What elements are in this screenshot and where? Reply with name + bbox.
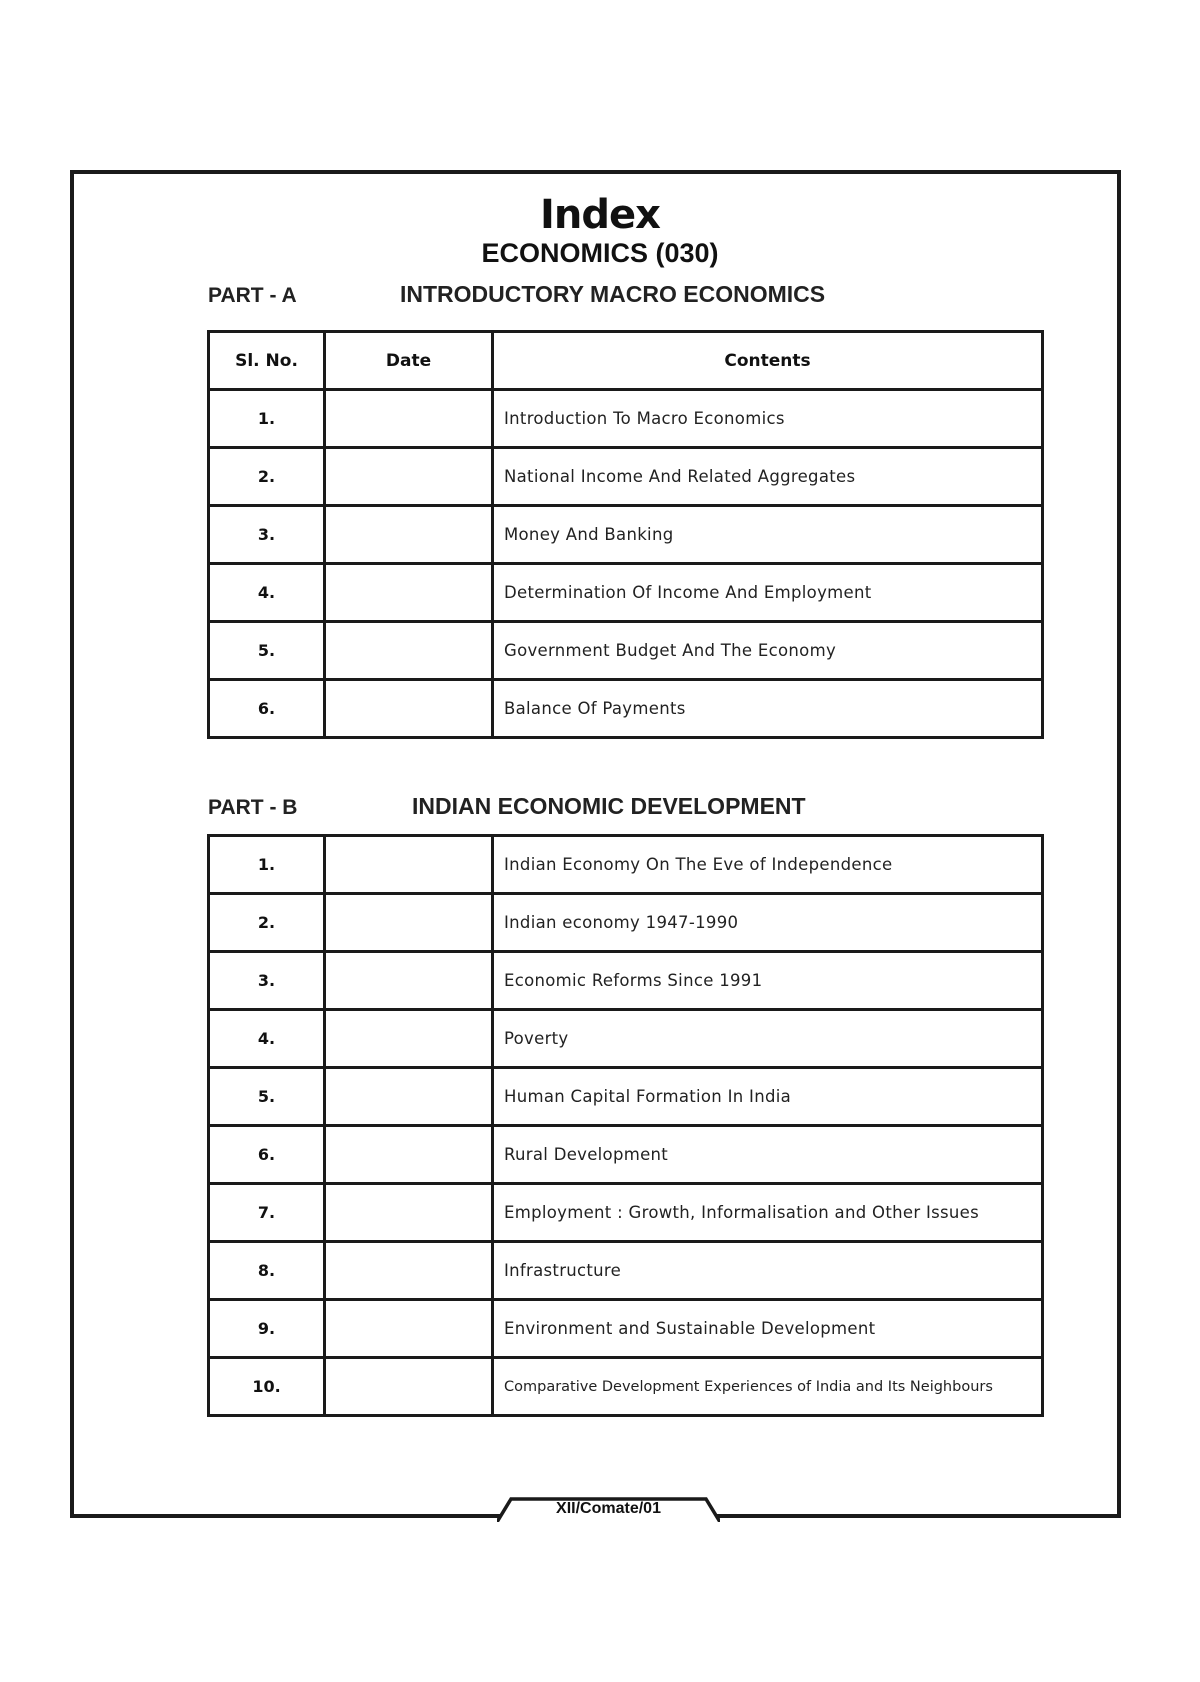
row-date	[325, 622, 493, 680]
table-row	[209, 836, 1043, 894]
header-sl-no: Sl. No.	[209, 332, 325, 390]
table-row	[209, 506, 1043, 564]
row-number: 3.	[209, 506, 325, 564]
table-header-row	[209, 332, 1043, 390]
table-row	[209, 448, 1043, 506]
row-content: Human Capital Formation In India	[493, 1068, 1043, 1126]
row-number: 10.	[209, 1358, 325, 1416]
row-number: 2.	[209, 894, 325, 952]
row-date	[325, 1068, 493, 1126]
row-number: 9.	[209, 1300, 325, 1358]
row-date	[325, 894, 493, 952]
table-row	[209, 1126, 1043, 1184]
row-date	[325, 1184, 493, 1242]
table-row	[209, 1184, 1043, 1242]
row-date	[325, 1126, 493, 1184]
row-date	[325, 1242, 493, 1300]
row-content: Indian economy 1947-1990	[493, 894, 1043, 952]
row-date	[325, 390, 493, 448]
part-b-label: PART - B	[208, 796, 298, 819]
row-date	[325, 564, 493, 622]
row-number: 5.	[209, 1068, 325, 1126]
table-row	[209, 622, 1043, 680]
table-row	[209, 1068, 1043, 1126]
row-content: National Income And Related Aggregates	[493, 448, 1043, 506]
footer-code: XII/Comate/01	[556, 1500, 661, 1517]
row-number: 4.	[209, 1010, 325, 1068]
row-content: Indian Economy On The Eve of Independence	[493, 836, 1043, 894]
table-row	[209, 1010, 1043, 1068]
part-b-table	[207, 834, 1044, 1417]
header-date: Date	[325, 332, 493, 390]
row-content: Comparative Development Experiences of India and Its Neighbours	[493, 1358, 1043, 1416]
row-date	[325, 1300, 493, 1358]
table-row	[209, 1358, 1043, 1416]
row-content: Employment : Growth, Informalisation and Other Issues	[493, 1184, 1043, 1242]
table-row	[209, 1300, 1043, 1358]
row-date	[325, 448, 493, 506]
table-row	[209, 1242, 1043, 1300]
row-number: 7.	[209, 1184, 325, 1242]
table-row	[209, 390, 1043, 448]
page-title: Index	[540, 192, 660, 238]
part-a-title: INTRODUCTORY MACRO ECONOMICS	[400, 281, 826, 307]
row-number: 8.	[209, 1242, 325, 1300]
page-subtitle: ECONOMICS (030)	[481, 238, 719, 268]
row-number: 3.	[209, 952, 325, 1010]
part-a-label: PART - A	[208, 284, 297, 307]
row-content: Balance Of Payments	[493, 680, 1043, 738]
table-row	[209, 680, 1043, 738]
row-number: 2.	[209, 448, 325, 506]
row-number: 1.	[209, 390, 325, 448]
row-content: Determination Of Income And Employment	[493, 564, 1043, 622]
row-content: Introduction To Macro Economics	[493, 390, 1043, 448]
row-date	[325, 1010, 493, 1068]
row-content: Infrastructure	[493, 1242, 1043, 1300]
row-date	[325, 680, 493, 738]
row-number: 1.	[209, 836, 325, 894]
row-date	[325, 1358, 493, 1416]
footer-tab	[497, 1497, 720, 1522]
row-number: 4.	[209, 564, 325, 622]
header-contents: Contents	[493, 332, 1043, 390]
row-content: Money And Banking	[493, 506, 1043, 564]
row-content: Economic Reforms Since 1991	[493, 952, 1043, 1010]
table-row	[209, 564, 1043, 622]
row-number: 5.	[209, 622, 325, 680]
row-date	[325, 836, 493, 894]
row-date	[325, 952, 493, 1010]
table-row	[209, 952, 1043, 1010]
row-number: 6.	[209, 680, 325, 738]
row-content: Poverty	[493, 1010, 1043, 1068]
row-content: Government Budget And The Economy	[493, 622, 1043, 680]
row-date	[325, 506, 493, 564]
part-b-title: INDIAN ECONOMIC DEVELOPMENT	[412, 793, 806, 819]
part-a-table	[207, 330, 1044, 739]
row-content: Rural Development	[493, 1126, 1043, 1184]
row-content: Environment and Sustainable Development	[493, 1300, 1043, 1358]
table-row	[209, 894, 1043, 952]
row-number: 6.	[209, 1126, 325, 1184]
